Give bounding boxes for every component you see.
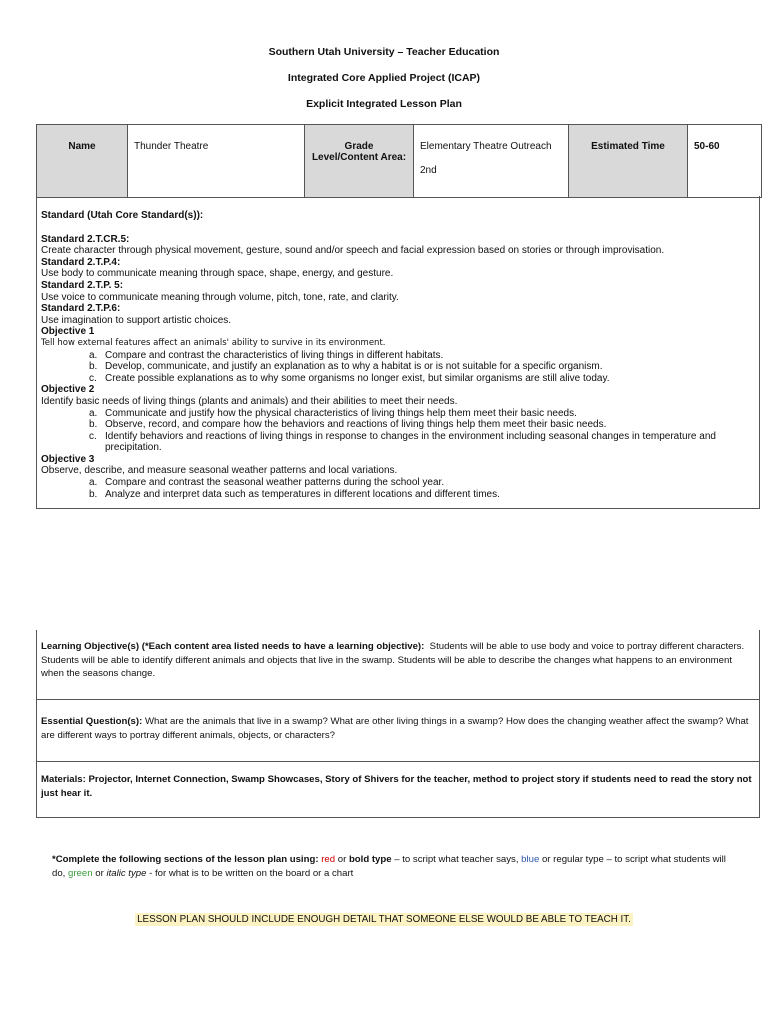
objective-text: Observe, describe, and measure seasonal weather patterns and local variations. xyxy=(41,465,398,477)
doc-title-project: Integrated Core Applied Project (ICAP) xyxy=(287,72,481,84)
detail-warning-text: LESSON PLAN SHOULD INCLUDE ENOUGH DETAIL THAT SOMEONE ELSE WOULD BE ABLE TO TEACH IT. xyxy=(137,914,631,925)
time-value: 50-60 xyxy=(688,125,762,198)
list-item xyxy=(41,477,755,489)
objective-text: Identify basic needs of living things (plants and animals) and their abilities to meet their needs. xyxy=(41,395,458,407)
list-marker: c. xyxy=(89,430,97,442)
grade-value: 2nd xyxy=(420,165,437,176)
list-item xyxy=(41,419,755,431)
info-table xyxy=(36,124,762,198)
list-text: Develop, communicate, and justify an explanation as to why a habitat is or is not suitable for a specific organism. xyxy=(105,361,603,373)
note-text: or regular type – to script what students will do, xyxy=(52,854,726,879)
standard-label: Standard 2.T.P.4: xyxy=(41,256,121,268)
list-text: Identify behaviors and reactions of living things in response to changes in the environment including seasonal changes in temperature and precipitation. xyxy=(105,430,716,454)
list-text: Communicate and justify how the physical characteristics of living things help them meet their basic needs. xyxy=(105,407,577,419)
list-marker: b. xyxy=(89,488,98,500)
standard-text: Use body to communicate meaning through space, shape, energy, and gesture. xyxy=(41,268,394,280)
list-item xyxy=(41,350,755,362)
list-text: Compare and contrast the seasonal weather patterns during the school year. xyxy=(105,477,445,489)
standard-text: Use imagination to support artistic choices. xyxy=(41,314,232,326)
standard-text: Create character through physical movement, gesture, sound and/or speech and facial expression based on stories or through improvisation. xyxy=(41,245,665,257)
materials-text: Materials: Projector, Internet Connection, Swamp Showcases, Story of Shivers for the teacher, method to project story if students need to read the story not just hear it. xyxy=(41,774,752,799)
essential-questions-section xyxy=(36,700,760,762)
list-marker: a. xyxy=(89,477,98,489)
list-item xyxy=(41,408,755,420)
standard-label: Standard 2.T.P.6: xyxy=(41,303,121,315)
list-marker: c. xyxy=(89,372,97,384)
list-item xyxy=(41,489,755,501)
objective-label: Objective 1 xyxy=(41,326,95,338)
note-text: or xyxy=(335,854,349,865)
note-text: - for what is to be written on the board or a chart xyxy=(146,867,354,879)
list-text: Create possible explanations as to why some organisms no longer exist, but similar organisms are still alive today. xyxy=(105,372,610,384)
learning-objectives-label: Learning Objective(s) (*Each content area listed needs to have a learning objective): xyxy=(41,641,425,652)
list-item xyxy=(41,373,755,385)
note-red: red xyxy=(321,854,336,865)
list-item xyxy=(41,361,755,373)
learning-objectives-text: Students will be able to use body and voice to portray different characters. Students will be able to identify different animals and objects that live in the swamp. Students will be able to describe the changes what happens to an environment when the seasons change. xyxy=(41,641,745,679)
note-green: green xyxy=(68,867,93,879)
objective-label: Objective 2 xyxy=(41,384,95,396)
essential-questions-text: What are the animals that live in a swamp? What are other living things in a swamp? How does the changing weather affect the swamp? What are different ways to portray different animals, objects, or characters? xyxy=(41,716,749,741)
list-text: Compare and contrast the characteristics of living things in different habitats. xyxy=(105,349,444,361)
essential-questions-label: Essential Question(s): xyxy=(41,716,143,727)
doc-title-university: Southern Utah University – Teacher Education xyxy=(268,46,500,58)
standards-heading: Standard (Utah Core Standard(s)): xyxy=(41,210,204,221)
standard-label: Standard 2.T.P. 5: xyxy=(41,279,124,291)
list-marker: a. xyxy=(89,407,98,419)
grade-label: Grade Level/Content Area: xyxy=(305,125,414,198)
learning-objectives-section xyxy=(36,630,760,700)
note-bold: bold type xyxy=(348,854,392,865)
detail-warning xyxy=(0,914,768,925)
list-marker: b. xyxy=(89,419,98,431)
doc-title-lesson-plan: Explicit Integrated Lesson Plan xyxy=(306,98,462,110)
color-legend-note xyxy=(52,853,732,880)
objective-text: Tell how external features affect an animals' ability to survive in its environment. xyxy=(41,337,386,348)
note-blue: blue xyxy=(521,854,540,865)
list-item xyxy=(41,431,755,454)
standard-label: Standard 2.T.CR.5: xyxy=(41,233,130,245)
note-text: *Complete the following sections of the lesson plan using: xyxy=(52,854,322,865)
time-label: Estimated Time xyxy=(569,125,688,198)
area-grade-cell xyxy=(414,125,569,198)
list-text: Analyze and interpret data such as temperatures in different locations and different times. xyxy=(105,488,500,500)
list-marker: b. xyxy=(89,361,98,373)
objective-label: Objective 3 xyxy=(41,453,95,465)
name-label: Name xyxy=(37,125,128,198)
list-marker: a. xyxy=(89,349,98,361)
standards-section xyxy=(36,196,760,509)
note-text: or xyxy=(92,867,107,879)
note-text: – to script what teacher says, xyxy=(391,854,522,865)
note-italic: italic type xyxy=(106,867,147,879)
area-value: Elementary Theatre Outreach xyxy=(420,141,552,152)
materials-section xyxy=(36,762,760,818)
list-text: Observe, record, and compare how the behaviors and reactions of living things help them meet their basic needs. xyxy=(105,419,607,431)
standard-text: Use voice to communicate meaning through volume, pitch, tone, rate, and clarity. xyxy=(41,291,399,303)
name-value: Thunder Theatre xyxy=(128,125,305,198)
